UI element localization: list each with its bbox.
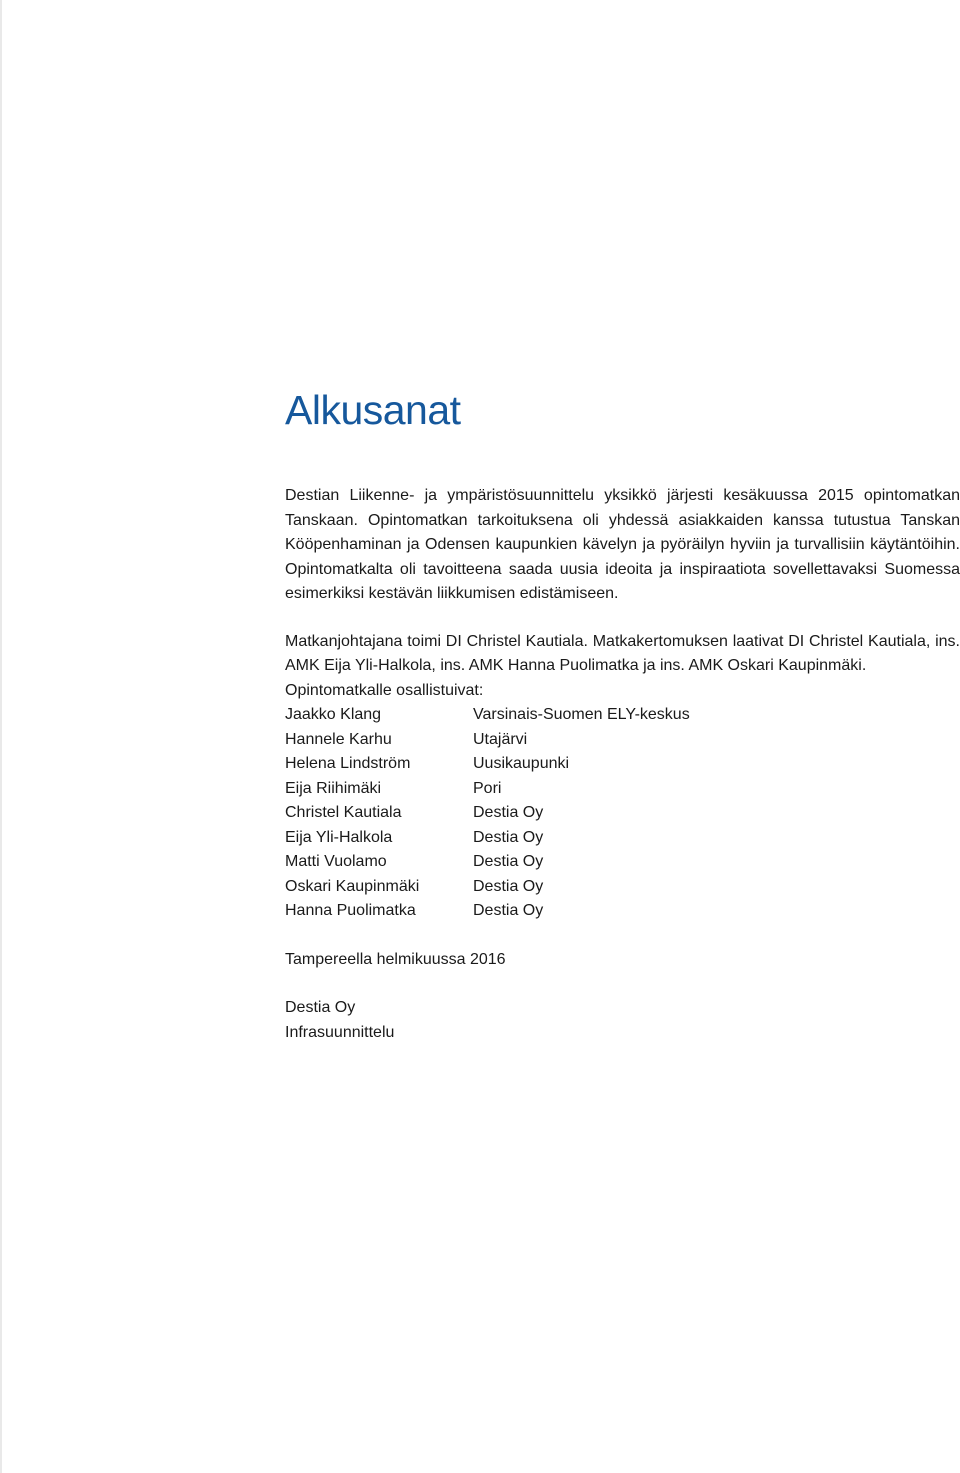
participant-name: Eija Yli-Halkola (285, 828, 393, 846)
participant-name: Hanna Puolimatka (285, 902, 416, 919)
participant-name: Eija Riihimäki (285, 779, 382, 797)
participant-name: Matti Vuolamo (285, 853, 387, 870)
participant-row (285, 850, 960, 875)
participant-row (285, 801, 960, 826)
page-edge-line (0, 0, 2, 1473)
participant-row (285, 899, 960, 924)
participant-organization: Uusikaupunki (473, 755, 570, 772)
participant-organization: Destia Oy (473, 828, 544, 846)
participant-organization: Utajärvi (473, 730, 528, 748)
signature-company: Destia Oy (285, 999, 356, 1016)
participant-organization: Destia Oy (473, 877, 544, 895)
page-title: Alkusanat (285, 387, 461, 433)
signature-unit: Infrasuunnittelu (285, 1023, 395, 1041)
participant-row (285, 777, 960, 802)
participant-row (285, 826, 960, 851)
participant-organization: Varsinais-Suomen ELY-keskus (473, 706, 690, 723)
participant-name: Jaakko Klang (285, 706, 382, 723)
place-date: Tampereella helmikuussa 2016 (285, 950, 506, 968)
participant-row (285, 728, 960, 753)
participant-row (285, 703, 960, 728)
participant-organization: Destia Oy (473, 804, 544, 821)
intro-paragraph: Destian Liikenne- ja ympäristösuunnittelu yksikkö järjesti kesäkuussa 2015 opintomatkan Tanskaan. Opintomatkan tarkoituksena oli yhdessä asiakkaiden kanssa tutustua Tanskan Kööpenhaminan ja Odensen kaupunkien kävelyn ja pyöräilyn hyviin ja turvallisiin käytäntöihin. Opintomatkalta oli tavoitteena saada uusia ideoita ja inspiraatiota sovellettavaksi Suomessa esimerkiksi kestävän liikkumisen edistämiseen. (285, 487, 960, 602)
participant-row (285, 875, 960, 900)
participant-name: Oskari Kaupinmäki (285, 877, 420, 895)
participant-name: Christel Kautiala (285, 804, 402, 821)
participant-name: Hannele Karhu (285, 730, 392, 748)
signature-block (285, 996, 960, 1045)
foreword-section (285, 380, 960, 1045)
participant-name: Helena Lindström (285, 755, 411, 772)
participant-organization: Destia Oy (473, 853, 544, 870)
participant-row (285, 752, 960, 777)
participants-intro: Opintomatkalle osallistuivat: (285, 681, 484, 699)
participants-list (285, 703, 960, 924)
participant-organization: Destia Oy (473, 902, 544, 919)
participant-organization: Pori (473, 779, 502, 797)
authors-paragraph: Matkanjohtajana toimi DI Christel Kautiala. Matkakertomuksen laativat DI Christel Kautiala, ins. AMK Eija Yli-Halkola, ins. AMK Hanna Puolimatka ja ins. AMK Oskari Kaupinmäki. (285, 632, 960, 674)
